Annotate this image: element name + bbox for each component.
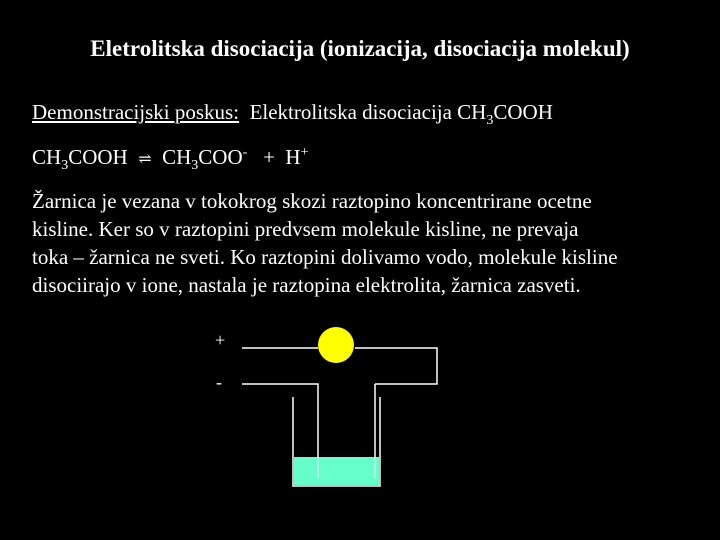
eq-right-coo: COO (198, 145, 243, 169)
acid-solution (294, 457, 379, 485)
eq-left-ch: CH (32, 145, 62, 169)
light-bulb-icon (318, 327, 354, 363)
eq-hydrogen: H (285, 145, 301, 169)
demo-text: Elektrolitska disociacija CH (249, 100, 487, 124)
paragraph-line: disociirajo v ione, nastala je raztopina elektrolita, žarnica zasveti. (32, 273, 581, 297)
equilibrium-arrow-icon: ⇌ (138, 151, 152, 168)
eq-left-cooh: COOH (68, 145, 128, 169)
eq-hydrogen-charge: + (300, 145, 309, 160)
paragraph-line: toka – žarnica ne sveti. Ko raztopini dolivamo vodo, molekule kisline (32, 245, 618, 269)
plus-wire-right (355, 348, 437, 384)
eq-right-ch: CH (162, 145, 192, 169)
demo-subscript: 3 (486, 113, 494, 128)
eq-plus: + (263, 145, 275, 169)
eq-left-sub: 3 (61, 158, 69, 173)
eq-right-sub: 3 (191, 158, 199, 173)
slide-title: Eletrolitska disociacija (ionizacija, disociacija molekul) (90, 36, 630, 61)
plus-terminal-label: + (215, 330, 226, 350)
demo-tail: COOH (493, 100, 553, 124)
minus-terminal-label: - (216, 372, 222, 392)
paragraph-line: Žarnica je vezana v tokokrog skozi raztopino koncentrirane ocetne (32, 189, 592, 213)
paragraph-line: kisline. Ker so v raztopini predvsem molekule kisline, ne prevaja (32, 217, 579, 241)
demo-label: Demonstracijski poskus: (32, 100, 240, 124)
eq-right-charge: - (242, 145, 248, 160)
